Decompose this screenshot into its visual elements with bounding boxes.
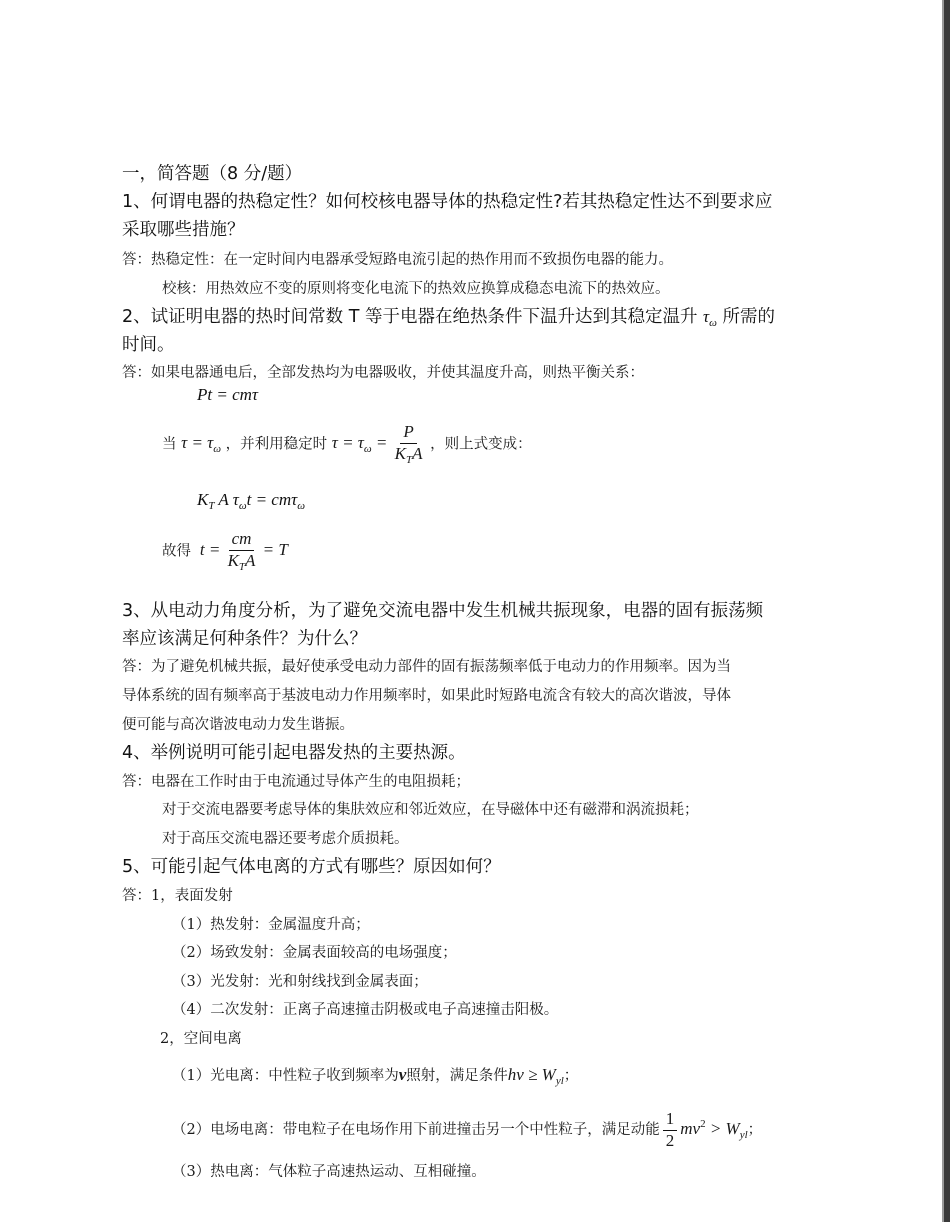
question-2-text-b: 所需的: [722, 307, 775, 327]
question-1-line-2: 采取哪些措施？: [122, 220, 245, 240]
answer-2-becomes: ，则上式变成：: [430, 436, 532, 453]
answer-5-photo-emission: （3）光发射：光和射线找到金属表面；: [172, 974, 428, 990]
answer-2-when: 当: [162, 436, 177, 453]
answer-3-line-3: 便可能与高次谐波电动力发生谐振。: [122, 717, 354, 733]
answer-2-use-stable: ，并利用稳定时: [225, 436, 328, 453]
page-edge: [944, 0, 950, 1222]
nu-symbol: ν: [398, 1065, 407, 1084]
answer-5-surface-emission: 答：1，表面发射: [122, 888, 233, 904]
equation-tau-stable: $\tau = \tau_\omega$ = $\frac{P}{K_TA}$: [331, 422, 423, 466]
answer-2-therefore: 故得: [162, 543, 191, 560]
answer-3-line-2: 导体系统的固有频率高于基波电动力作用频率时，如果此时短路电流含有较大的高次谐波，导体: [122, 688, 731, 704]
answer-5-thermal-emission: （1）热发射：金属温度升高；: [172, 917, 370, 933]
answer-5-field-ionization: [172, 1110, 762, 1150]
answer-1-line-1: 答：热稳定性：在一定时间内电器承受短路电流引起的热作用而不致损伤电器的能力。: [122, 252, 673, 268]
answer-5-photo-ionization: [172, 1064, 578, 1087]
question-2-text-a: 2、试证明电器的热时间常数 T 等于电器在绝热条件下温升达到其稳定温升: [122, 307, 698, 327]
answer-5-thermal-ionization: （3）热电离：气体粒子高速热运动、互相碰撞。: [172, 1164, 486, 1180]
field-ionization-end: ；: [747, 1122, 763, 1139]
equation-tau-eq: $\tau = \tau_\omega$: [181, 433, 222, 456]
equation-kinetic-energy: $\frac{1}{2}$ $mv^2 > W_{yl}$: [660, 1119, 748, 1138]
photo-ionization-text-a: （1）光电离：中性粒子收到频率为: [172, 1068, 399, 1084]
answer-5-field-emission: （2）场致发射：金属表面较高的电场强度；: [172, 945, 457, 961]
answer-4-line-3: 对于高压交流电器还要考虑介质损耗。: [162, 831, 409, 847]
question-2-line-1: [122, 303, 775, 329]
equation-heat-balance: Pt = cmτ: [197, 385, 258, 404]
answer-5-space-ionization: 2，空间电离: [160, 1031, 242, 1047]
equation-substituted: $K_T$ A $\tau_\omega t = cm\tau_\omega$: [197, 490, 305, 512]
field-ionization-text: （2）电场电离：带电粒子在电场作用下前进撞击另一个中性粒子，满足动能: [172, 1122, 660, 1139]
question-4: 4、举例说明可能引起电器发热的主要热源。: [122, 743, 466, 763]
section-title: 一，简答题（8 分/题）: [122, 164, 303, 184]
question-5: 5、可能引起气体电离的方式有哪些？原因如何？: [122, 857, 501, 877]
answer-4-line-2: 对于交流电器要考虑导体的集肤效应和邻近效应，在导磁体中还有磁滞和涡流损耗；: [162, 802, 699, 818]
answer-1-line-2: 校核：用热效应不变的原则将变化电流下的热效应换算成稳态电流下的热效应。: [162, 281, 670, 297]
answer-5-secondary-emission: （4）二次发射：正离子高速撞击阴极或电子高速撞击阳极。: [172, 1002, 559, 1018]
answer-4-line-1: 答：电器在工作时由于电流通过导体产生的电阻损耗；: [122, 774, 470, 790]
answer-2-line-2: [162, 423, 532, 466]
photo-ionization-end: ；: [563, 1068, 579, 1084]
question-2-line-2: 时间。: [122, 335, 175, 355]
tau-omega-symbol: $\tau_\omega$: [703, 307, 717, 329]
photo-ionization-text-b: 照射，满足条件: [406, 1068, 508, 1084]
answer-2-line-1: 答：如果电器通电后，全部发热均为电器吸收，并使其温度升高，则热平衡关系：: [122, 365, 644, 381]
question-3-line-2: 率应该满足何种条件？为什么？: [122, 629, 367, 649]
question-1-line-1: 1、何谓电器的热稳定性？如何校核电器导体的热稳定性?若其热稳定性达不到要求应: [122, 192, 773, 212]
equation-result: t = $\frac{cm}{K_TA}$ = T: [195, 529, 288, 573]
question-3-line-1: 3、从电动力角度分析，为了避免交流电器中发生机械共振现象，电器的固有振荡频: [122, 601, 764, 621]
equation-photo-condition: $h\nu \ge W_{yl}$: [507, 1065, 564, 1087]
answer-2-line-3: [162, 530, 288, 573]
answer-3-line-1: 答：为了避免机械共振，最好使承受电动力部件的固有振荡频率低于电动力的作用频率。因为当: [122, 659, 731, 675]
